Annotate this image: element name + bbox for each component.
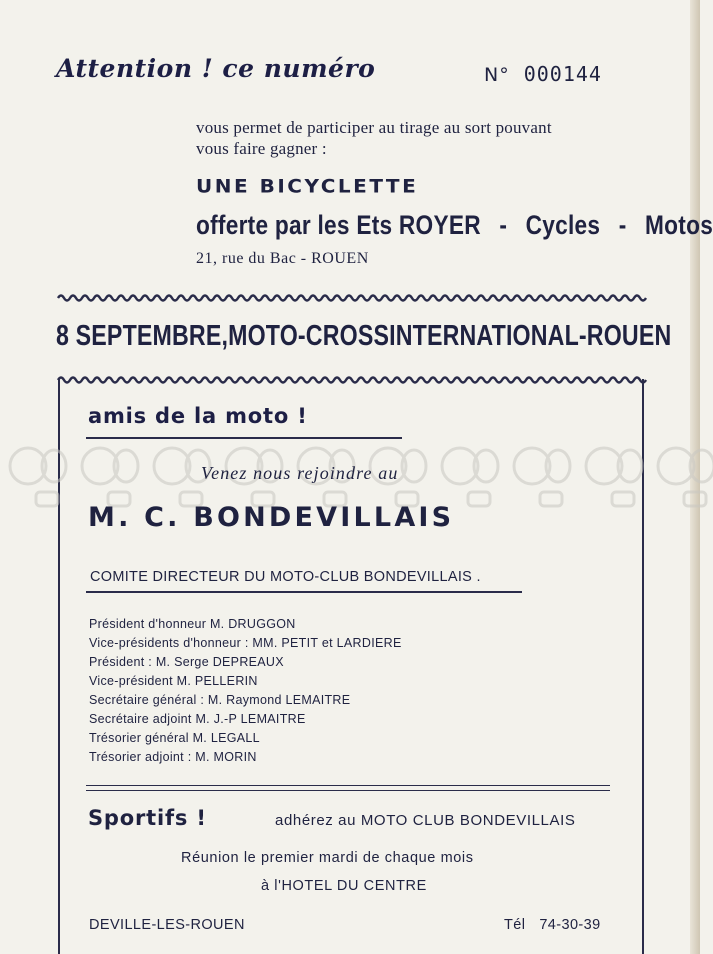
- event-dash: -: [578, 320, 587, 352]
- greeting-underline: [86, 437, 402, 439]
- club-invite: Venez nous rejoindre au: [201, 463, 399, 483]
- prize-intro-line1: vous permet de participer au tirage au sort pouvant: [196, 118, 552, 137]
- meeting-place: à l'HOTEL DU CENTRE: [261, 878, 427, 894]
- ticket-number-value: 000144: [523, 62, 602, 86]
- watermark-mark: [658, 448, 713, 506]
- member-item: Secrétaire général : M. Raymond LEMAITRE: [89, 693, 351, 707]
- prize-sponsor-motos: Motos: [645, 210, 713, 240]
- prize-sponsor-dash: -: [618, 210, 627, 240]
- attention-heading: Attention ! ce numéro: [56, 54, 376, 83]
- wavy-divider: [58, 292, 643, 304]
- phone-number: 74-30-39: [539, 917, 601, 933]
- member-item: Vice-président M. PELLERIN: [89, 674, 258, 688]
- event-type: MOTO-CROSS: [228, 320, 390, 352]
- prize-item: UNE BICYCLETTE: [196, 174, 419, 198]
- event-banner: [56, 320, 672, 353]
- prize-address: 21, rue du Bac - ROUEN: [196, 250, 369, 267]
- club-name: M. C. BONDEVILLAIS: [88, 502, 455, 533]
- meeting-text: Réunion le premier mardi de chaque mois: [181, 850, 474, 866]
- prize-intro: [196, 117, 552, 159]
- prize-sponsor-name: offerte par les Ets ROYER: [196, 210, 481, 240]
- page-edge: [690, 0, 700, 954]
- member-item: Président : M. Serge DEPREAUX: [89, 655, 284, 669]
- double-divider: [86, 785, 610, 791]
- prize-intro-line2: vous faire gagner :: [196, 139, 327, 158]
- phone-label: Tél: [504, 917, 526, 933]
- prize-sponsor: [196, 210, 713, 241]
- committee-underline: [86, 591, 522, 593]
- prize-sponsor-dash: -: [499, 210, 508, 240]
- event-date: 8 SEPTEMBRE,: [56, 320, 229, 352]
- member-item: Président d'honneur M. DRUGGON: [89, 617, 296, 631]
- member-item: Vice-présidents d'honneur : MM. PETIT et LARDIERE: [89, 636, 402, 650]
- event-city: ROUEN: [586, 320, 672, 352]
- club-greeting: amis de la moto !: [88, 404, 308, 428]
- committee-title: COMITE DIRECTEUR DU MOTO-CLUB BONDEVILLAIS .: [90, 569, 481, 585]
- member-item: Trésorier général M. LEGALL: [89, 731, 260, 745]
- member-item: Trésorier adjoint : M. MORIN: [89, 750, 257, 764]
- event-level: INTERNATIONAL: [389, 320, 579, 352]
- committee-list: [89, 615, 402, 767]
- member-item: Secrétaire adjoint M. J.-P LEMAITRE: [89, 712, 306, 726]
- join-text: adhérez au MOTO CLUB BONDEVILLAIS: [275, 812, 576, 829]
- ticket-number-label: N°: [484, 64, 510, 86]
- club-box-top-border: [58, 374, 643, 386]
- club-phone: [504, 917, 601, 933]
- club-town: DEVILLE-LES-ROUEN: [89, 917, 245, 933]
- prize-sponsor-cycles: Cycles: [525, 210, 601, 240]
- ticket-number: [484, 62, 602, 86]
- sportifs-heading: Sportifs !: [88, 806, 207, 830]
